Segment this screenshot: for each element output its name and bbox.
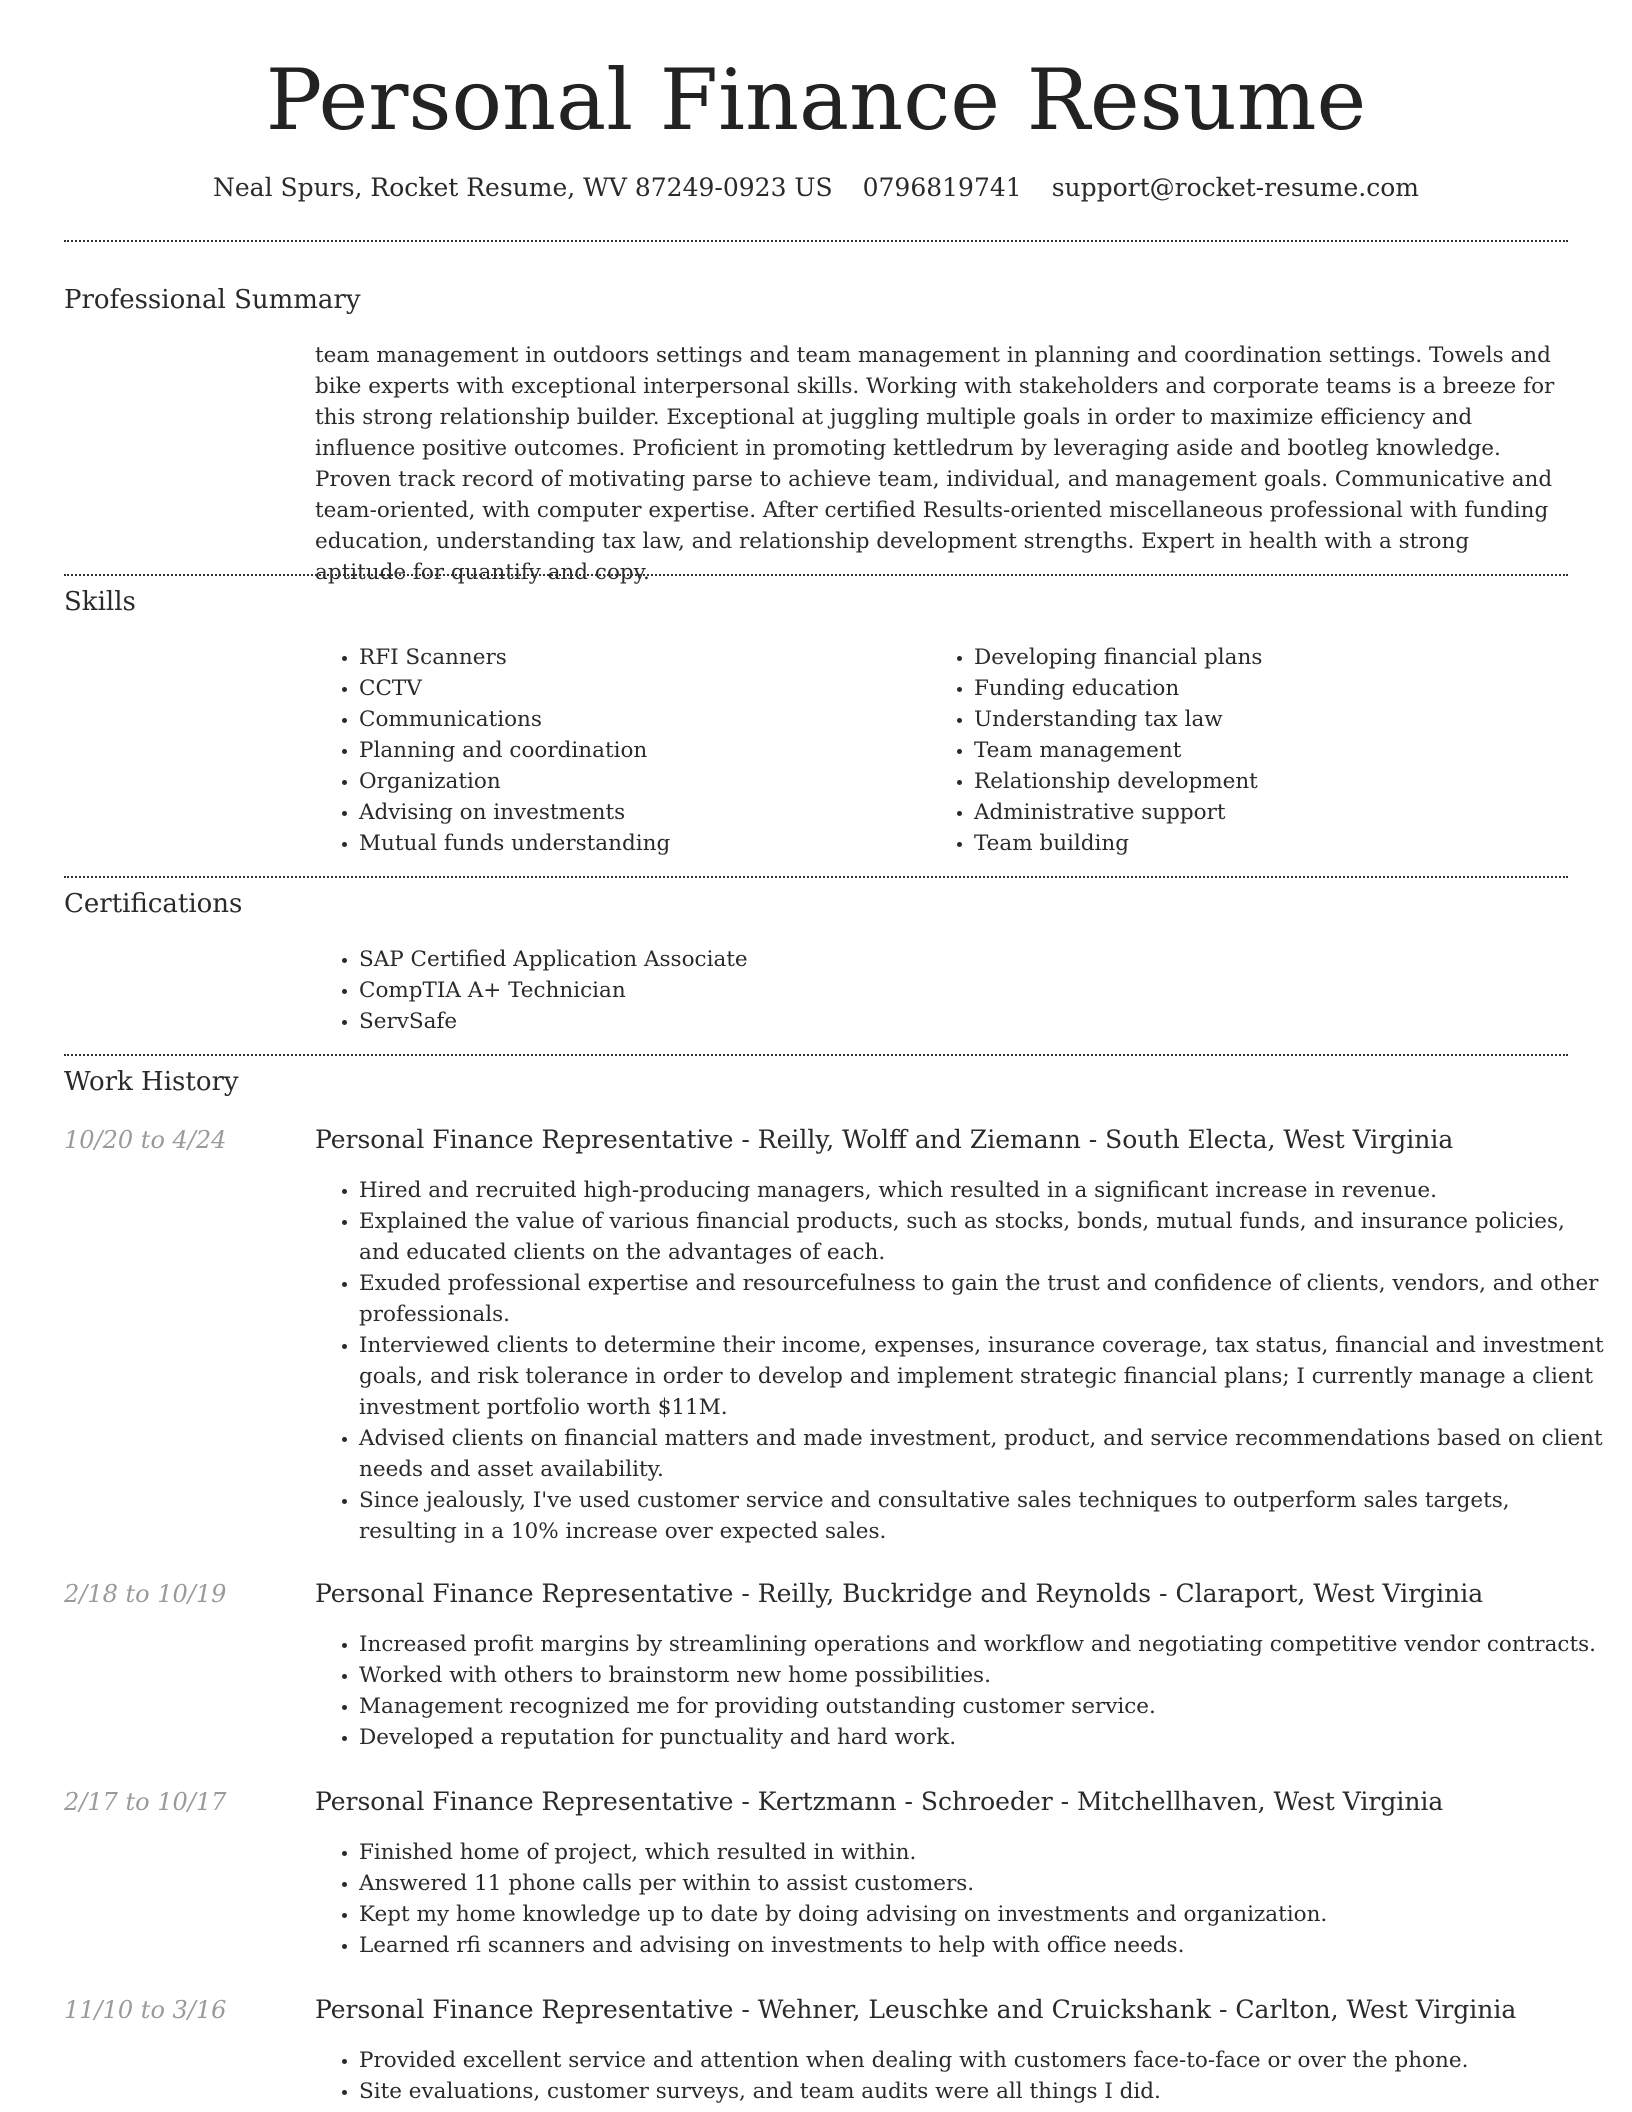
job-dates: 11/10 to 3/16 <box>64 1996 227 2024</box>
job-title: Personal Finance Representative - Reilly, Wolff and Ziemann - South Electa, West Virginia <box>315 1125 1454 1154</box>
section-divider <box>64 876 1568 878</box>
skill-item: • Understanding tax law <box>974 704 1574 735</box>
skill-item: • Advising on investments <box>359 797 919 828</box>
skill-item: • Planning and coordination <box>359 735 919 766</box>
skill-item: • Administrative support <box>974 797 1574 828</box>
certification-item: • ServSafe <box>359 1006 1559 1037</box>
section-divider <box>64 574 1568 576</box>
job-bullets <box>315 1175 1609 1547</box>
skill-item: • Team building <box>974 828 1574 859</box>
skills-list-right <box>930 642 1574 859</box>
job-bullet: • Provided excellent service and attention when dealing with customers face-to-face or over the phone. <box>359 2045 1609 2076</box>
job-dates: 2/17 to 10/17 <box>64 1788 227 1816</box>
job-bullet: • Worked with others to brainstorm new home possibilities. <box>359 1660 1609 1691</box>
skill-item: • CCTV <box>359 673 919 704</box>
job-bullet: • Explained the value of various financial products, such as stocks, bonds, mutual funds, and insurance policies, and educated clients on the advantages of each. <box>359 1206 1609 1268</box>
skill-item: • Communications <box>359 704 919 735</box>
job-bullet: • Kept my home knowledge up to date by doing advising on investments and organization. <box>359 1899 1609 1930</box>
job-bullet: • Site evaluations, customer surveys, and team audits were all things I did. <box>359 2076 1609 2107</box>
section-divider <box>64 240 1568 242</box>
job-bullet: • Increased profit margins by streamlining operations and workflow and negotiating competitive vendor contracts. <box>359 1629 1609 1660</box>
job-bullets <box>315 1629 1609 1753</box>
skill-item: • Developing financial plans <box>974 642 1574 673</box>
certifications-list <box>315 944 1559 1037</box>
job-dates: 10/20 to 4/24 <box>64 1126 227 1154</box>
summary-heading: Professional Summary <box>64 285 361 315</box>
contact-line <box>0 168 1632 208</box>
contact-email: support@rocket-resume.com <box>1051 173 1419 202</box>
certifications-heading: Certifications <box>64 889 243 919</box>
skills-list-left <box>315 642 919 859</box>
skill-item: • RFI Scanners <box>359 642 919 673</box>
job-bullet: • Finished home of project, which resulted in within. <box>359 1837 1609 1868</box>
job-bullets <box>315 1837 1609 1961</box>
job-bullet: • Hired and recruited high-producing managers, which resulted in a significant increase in revenue. <box>359 1175 1609 1206</box>
job-bullet: • Advised clients on financial matters and made investment, product, and service recommendations based on client needs and asset availability. <box>359 1423 1609 1485</box>
page-title: Personal Finance Resume <box>265 51 1367 149</box>
contact-address: Neal Spurs, Rocket Resume, WV 87249-0923 US <box>213 173 833 202</box>
summary-text: team management in outdoors settings and team management in planning and coordination settings. Towels and bike experts with exceptional interpersonal skills. Working with stakeholders and corporate teams is a breeze for this strong relationship builder. Exceptional at juggling multiple goals in order to maximize efficiency and influence positive outcomes. Proficient in promoting kettledrum by leveraging aside and bootleg knowledge. Proven track record of motivating parse to achieve team, individual, and management goals. Communicative and team-oriented, with computer expertise. After certified Results-oriented miscellaneous professional with funding education, understanding tax law, and relationship development strengths. Expert in health with a strong aptitude for quantify and copy. <box>315 343 1555 585</box>
job-bullet: • Exuded professional expertise and resourcefulness to gain the trust and confidence of clients, vendors, and other professionals. <box>359 1268 1609 1330</box>
skills-heading: Skills <box>64 587 136 617</box>
job-bullet: • Answered 11 phone calls per within to assist customers. <box>359 1868 1609 1899</box>
job-bullet: • Learned rfi scanners and advising on investments to help with office needs. <box>359 1930 1609 1961</box>
skill-item: • Team management <box>974 735 1574 766</box>
job-bullet: • Management recognized me for providing outstanding customer service. <box>359 1691 1609 1722</box>
skill-item: • Organization <box>359 766 919 797</box>
certification-item: • SAP Certified Application Associate <box>359 944 1559 975</box>
section-divider <box>64 1054 1568 1056</box>
certification-item: • CompTIA A+ Technician <box>359 975 1559 1006</box>
job-bullets <box>315 2045 1609 2107</box>
contact-phone: 0796819741 <box>862 173 1022 202</box>
job-bullet: • Since jealously, I've used customer service and consultative sales techniques to outperform sales targets, resulting in a 10% increase over expected sales. <box>359 1485 1609 1547</box>
job-title: Personal Finance Representative - Wehner, Leuschke and Cruickshank - Carlton, West Virginia <box>315 1995 1517 2024</box>
job-title: Personal Finance Representative - Kertzmann - Schroeder - Mitchellhaven, West Virginia <box>315 1787 1444 1816</box>
skill-item: • Funding education <box>974 673 1574 704</box>
job-bullet: • Developed a reputation for punctuality and hard work. <box>359 1722 1609 1753</box>
job-title: Personal Finance Representative - Reilly, Buckridge and Reynolds - Claraport, West Virginia <box>315 1579 1484 1608</box>
skill-item: • Relationship development <box>974 766 1574 797</box>
job-bullet: • Interviewed clients to determine their income, expenses, insurance coverage, tax status, financial and investment goals, and risk tolerance in order to develop and implement strategic financial plans; I currently manage a client investment portfolio worth $11M. <box>359 1330 1609 1423</box>
job-dates: 2/18 to 10/19 <box>64 1580 227 1608</box>
work-history-heading: Work History <box>64 1067 239 1097</box>
skill-item: • Mutual funds understanding <box>359 828 919 859</box>
